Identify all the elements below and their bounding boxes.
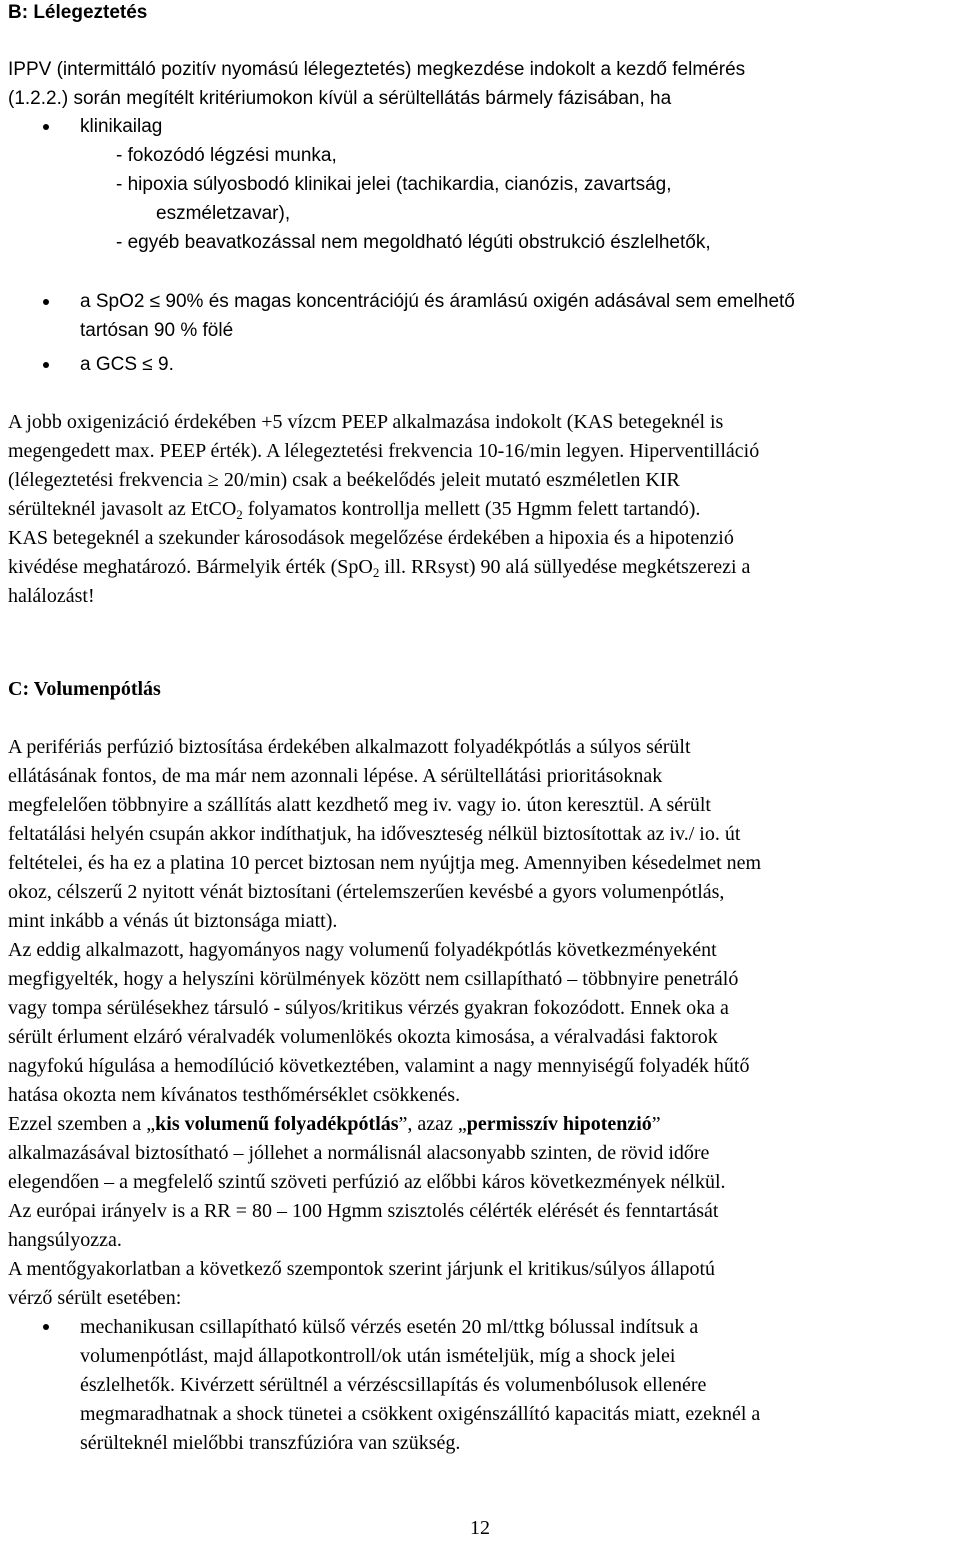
- bullet-c-line: észlelhetők. Kivérzett sérültnél a vérzéscsillapítás és volumenbólusok ellenére: [80, 1374, 707, 1396]
- paragraph-c-line: vérző sérült esetében:: [8, 1287, 182, 1309]
- paragraph-b-line-7: halálozást!: [8, 585, 95, 607]
- paragraph-c-line: okoz, célszerű 2 nyitott vénát biztosítani (értelemszerűen kevésbé a gyors volumenpótlás,: [8, 881, 725, 903]
- paragraph-c-line: alkalmazásával biztosítható – jóllehet a normálisnál alacsonyabb szinten, de rövid időre: [8, 1142, 710, 1164]
- paragraph-c-line: A mentőgyakorlatban a következő szempontok szerint járjunk el kritikus/súlyos állapotú: [8, 1258, 716, 1280]
- paragraph-c-line-emphasis: [8, 1113, 661, 1135]
- dash-item-1: - fokozódó légzési munka,: [116, 145, 337, 166]
- bullet-c-line: sérülteknél mielőbbi transzfúzióra van szükség.: [80, 1432, 461, 1454]
- paragraph-c-line: feltatálási helyén csupán akkor indíthatjuk, ha időveszteség nélkül biztosítottak az iv./ io. út: [8, 823, 741, 845]
- paragraph-c-line: elegendően – a megfelelő szintű szöveti perfúzió az előbbi káros következmények nélkül.: [8, 1171, 726, 1193]
- paragraph-c-line: vagy tompa sérülésekhez társuló - súlyos/kritikus vérzés gyakran fokozódott. Ennek oka a: [8, 997, 729, 1019]
- paragraph-c-line: A perifériás perfúzió biztosítása érdekében alkalmazott folyadékpótlás a súlyos sérült: [8, 736, 691, 758]
- text-span: kivédése meghatározó. Bármelyik érték (SpO: [8, 556, 373, 578]
- paragraph-c-line: ellátásának fontos, de ma már nem azonnali lépése. A sérültellátási prioritásoknak: [8, 765, 663, 787]
- bold-term: kis volumenű folyadékpótlás: [155, 1113, 399, 1135]
- paragraph-c-line: megfelelően többnyire a szállítás alatt kezdhető meg iv. vagy io. úton keresztül. A sérült: [8, 794, 711, 816]
- paragraph-c-line: mint inkább a vénás út biztonsága miatt).: [8, 910, 338, 932]
- bullet-icon: [43, 1324, 49, 1330]
- bullet-c-line: volumenpótlást, majd állapotkontroll/ok után ismételjük, míg a shock jelei: [80, 1345, 676, 1367]
- bullet-1-line-1: klinikailag: [80, 116, 163, 137]
- paragraph-c-line: hangsúlyozza.: [8, 1229, 122, 1251]
- paragraph-b-line-2: megengedett max. PEEP érték). A lélegeztetési frekvencia 10-16/min legyen. Hiperventilláció: [8, 440, 760, 462]
- paragraph-c-line: megfigyelték, hogy a helyszíni körülmények között nem csillapítható – többnyire penetráló: [8, 968, 739, 990]
- text-span: ”: [651, 1113, 661, 1135]
- bullet-2-line-1: a SpO2 ≤ 90% és magas koncentrációjú és áramlású oxigén adásával sem emelhető: [80, 291, 795, 312]
- text-span: ill. RRsyst) 90 alá süllyedése megkétszerezi a: [379, 556, 751, 578]
- paragraph-c-line: Az európai irányelv is a RR = 80 – 100 Hgmm szisztolés célérték elérését és fenntartását: [8, 1200, 719, 1222]
- dash-item-2-line-1: - hipoxia súlyosbodó klinikai jelei (tachikardia, cianózis, zavartság,: [116, 174, 672, 195]
- bold-term: permisszív hipotenzió: [466, 1113, 652, 1135]
- intro-line-2: (1.2.2.) során megítélt kritériumokon kívül a sérültellátás bármely fázisában, ha: [8, 88, 672, 109]
- paragraph-b-line-6: [8, 556, 750, 578]
- dash-item-2-line-2: eszméletzavar),: [156, 203, 291, 224]
- paragraph-b-line-5: KAS betegeknél a szekunder károsodások megelőzése érdekében a hipoxia és a hipotenzió: [8, 527, 734, 549]
- text-span: sérülteknél javasolt az EtCO: [8, 498, 237, 520]
- paragraph-b-line-3: (lélegeztetési frekvencia ≥ 20/min) csak a beékelődés jeleit mutató eszméletlen KIR: [8, 469, 680, 491]
- page-number: 12: [470, 1517, 490, 1539]
- section-b-heading: B: Lélegeztetés: [8, 2, 148, 23]
- paragraph-c-line: hatása okozta nem kívánatos testhőmérséklet csökkenés.: [8, 1084, 461, 1106]
- bullet-icon: [43, 362, 49, 368]
- text-span: ”, azaz „: [398, 1113, 467, 1135]
- bullet-c-line: mechanikusan csillapítható külső vérzés esetén 20 ml/ttkg bólussal indítsuk a: [80, 1316, 699, 1338]
- subscript: 2: [372, 565, 380, 580]
- paragraph-c-line: feltételei, és ha ez a platina 10 percet biztosan nem nyújtja meg. Amennyiben késedelmet nem: [8, 852, 762, 874]
- section-c-heading: C: Volumenpótlás: [8, 678, 161, 700]
- paragraph-c-line: nagyfokú hígulása a hemodílúció következtében, valamint a nagy mennyiségű folyadék hűtő: [8, 1055, 750, 1077]
- dash-item-3: - egyéb beavatkozással nem megoldható légúti obstrukció észlelhetők,: [116, 232, 711, 253]
- paragraph-b-line-4: [8, 498, 700, 520]
- text-span: folyamatos kontrollja mellett (35 Hgmm felett tartandó).: [242, 498, 701, 520]
- paragraph-b-line-1: A jobb oxigenizáció érdekében +5 vízcm PEEP alkalmazása indokolt (KAS betegeknél is: [8, 411, 724, 433]
- intro-line-1: IPPV (intermittáló pozitív nyomású lélegeztetés) megkezdése indokolt a kezdő felmérés: [8, 59, 746, 80]
- subscript: 2: [236, 507, 243, 522]
- bullet-2-line-2: tartósan 90 % fölé: [80, 320, 234, 341]
- bullet-icon: [43, 299, 49, 305]
- bullet-icon: [43, 124, 49, 130]
- paragraph-c-line: Az eddig alkalmazott, hagyományos nagy volumenű folyadékpótlás következményeként: [8, 939, 717, 961]
- bullet-3: a GCS ≤ 9.: [80, 354, 174, 375]
- text-span: Ezzel szemben a „: [8, 1113, 156, 1135]
- paragraph-c-line: sérült érlument elzáró véralvadék volumenlökés okozta kimosása, a véralvadási faktorok: [8, 1026, 718, 1048]
- bullet-c-line: megmaradhatnak a shock tünetei a csökkent oxigénszállító kapacitás miatt, ezeknél a: [80, 1403, 761, 1425]
